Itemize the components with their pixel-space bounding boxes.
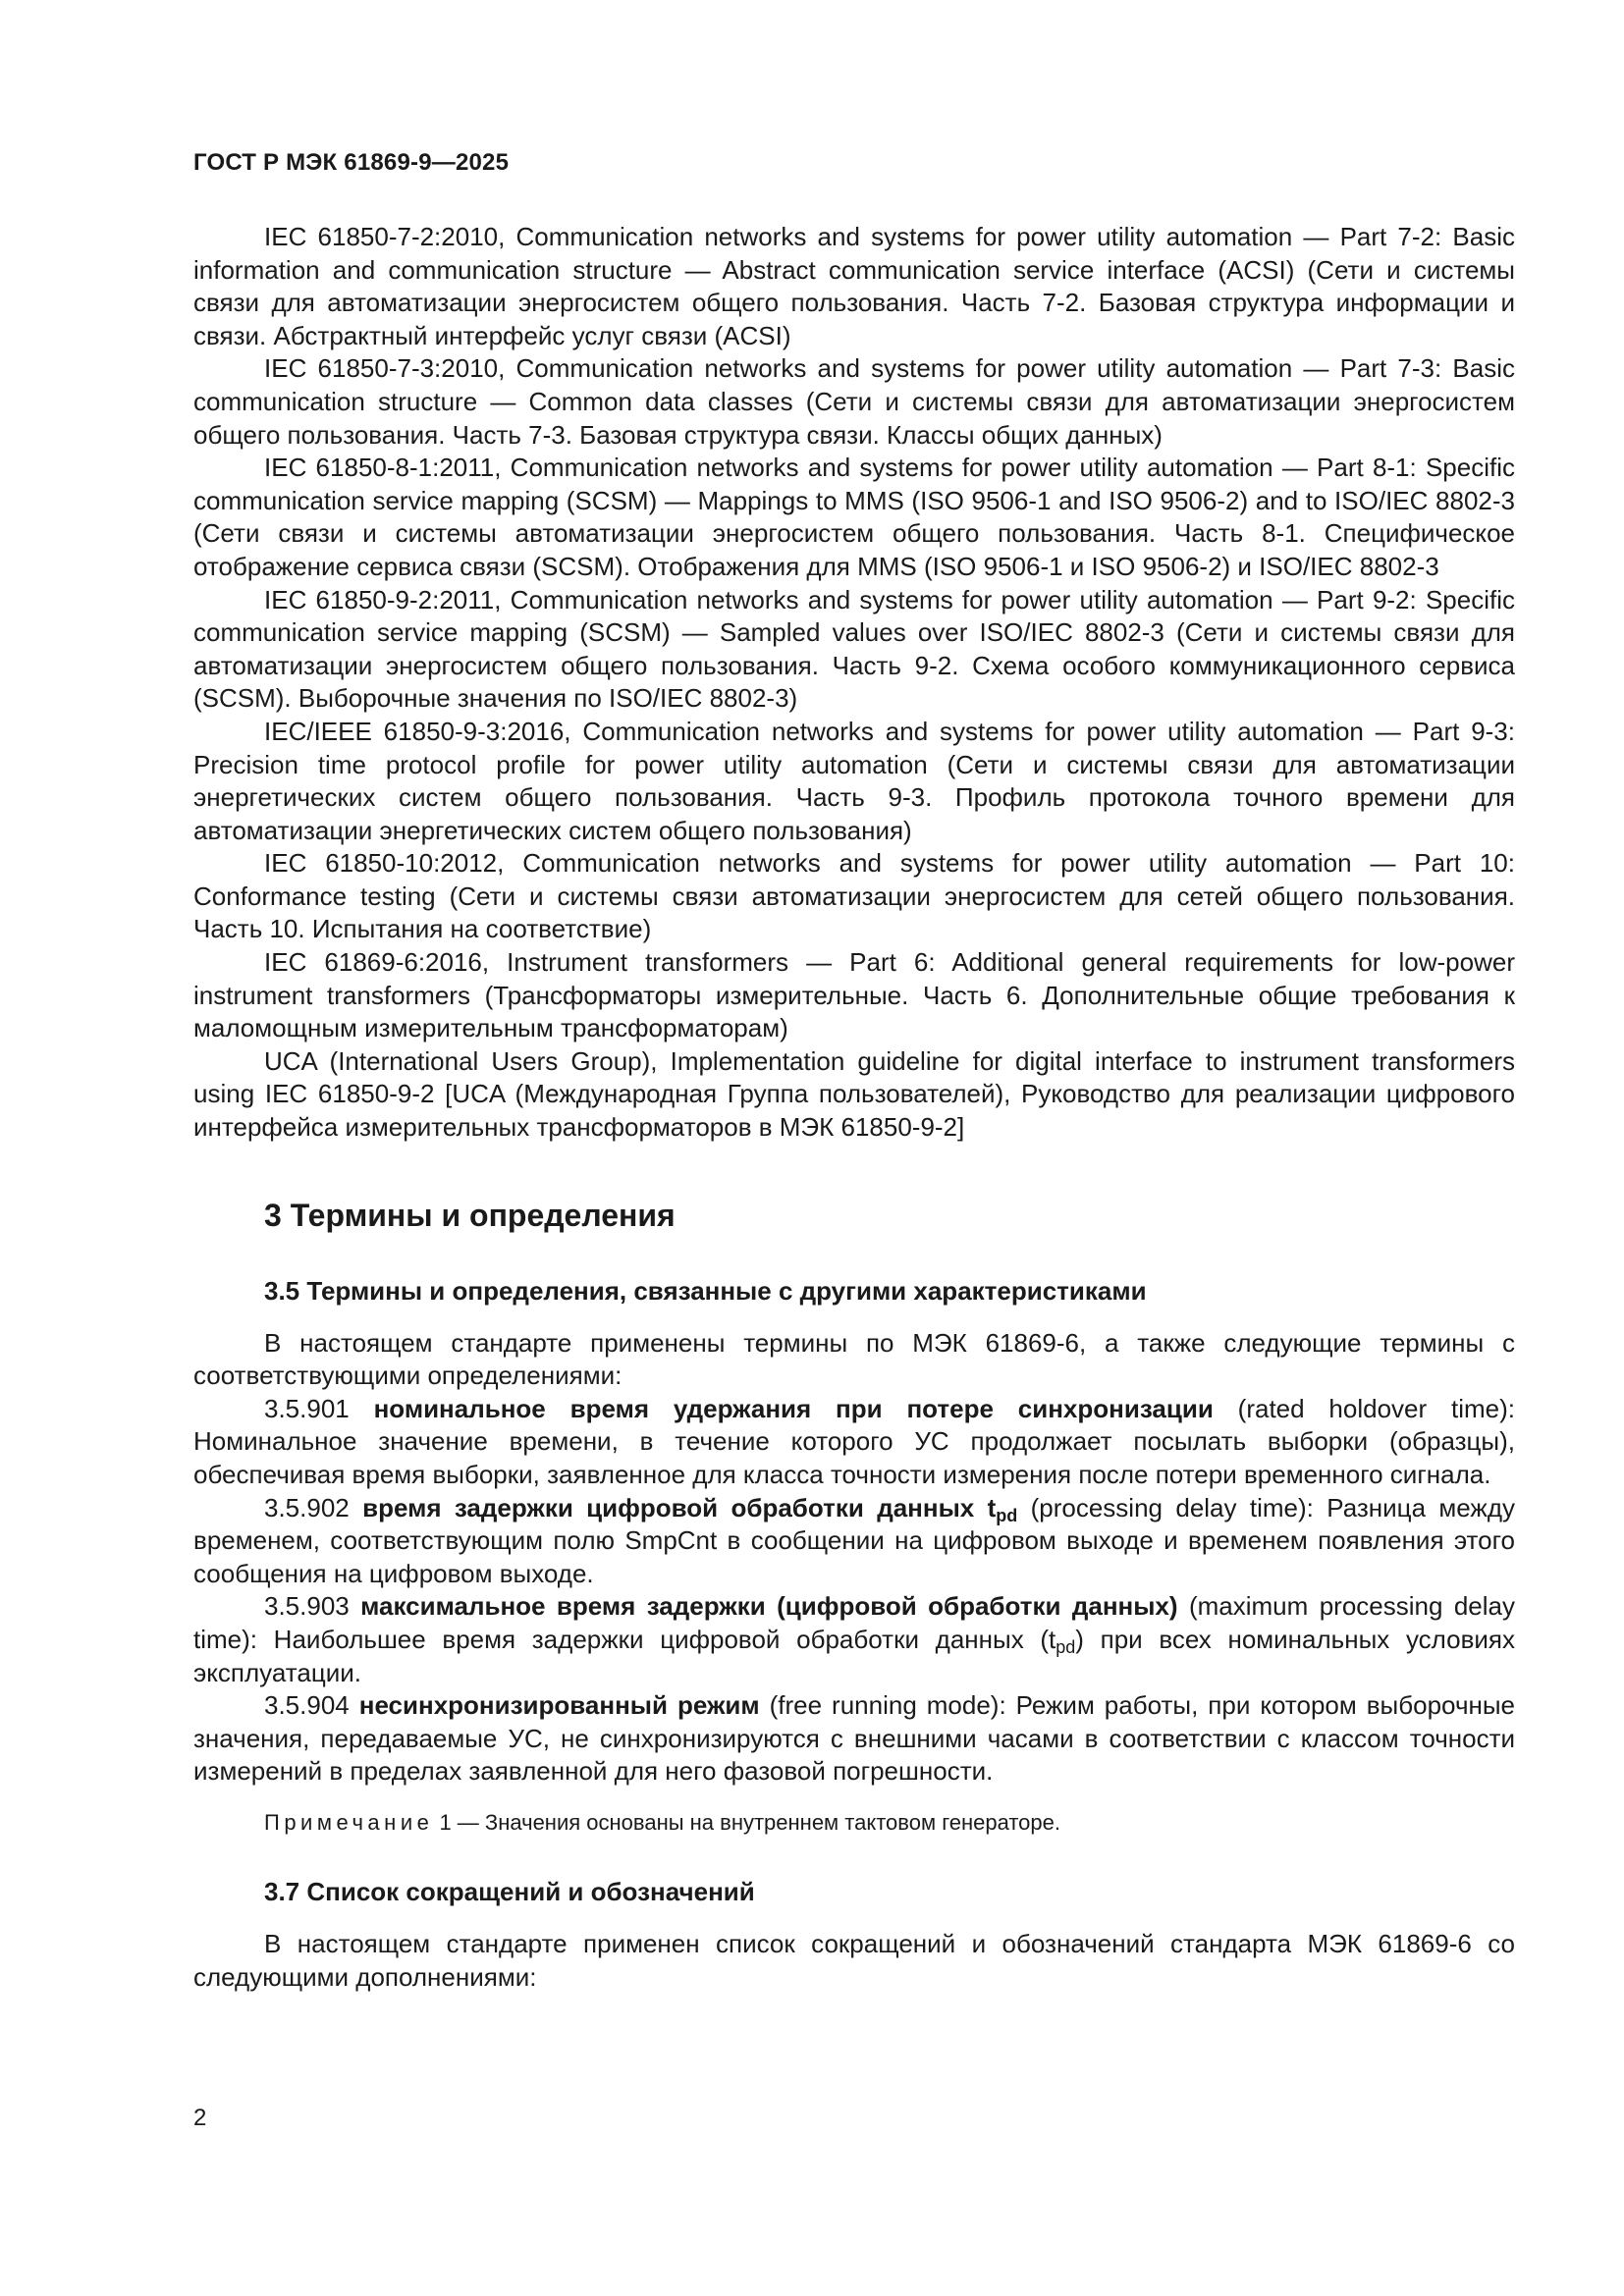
term-text: (processing delay time): Разница между временем, соответствующим полю SmpCnt в сообщении на цифровом выходе и временем появления этого сообщения на цифровом выходе.	[193, 1492, 1515, 1588]
reference-item: UCA (International Users Group), Implementation guideline for digital interface to instrument transformers using IEC 61850-9-2 [UCA (Международная Группа пользователей), Руководство для реализации цифрового интерфейса измерительных трансформаторов в МЭК 61850-9-2]	[193, 1045, 1515, 1143]
page-content	[193, 221, 1515, 1994]
term-subscript: pd	[996, 1505, 1018, 1525]
reference-item: IEC 61850-9-2:2011, Communication networks and systems for power utility automation — Part 9-2: Specific communication service mapping (SCSM) — Sampled values over ISO/IEC 8802-3 (Сети и системы связи для автоматизации энергосистем общего пользования. Часть 9-2. Схема особого коммуникационного сервиса (SCSM). Выборочные значения по ISO/IEC 8802-3)	[193, 584, 1515, 714]
reference-item: IEC 61850-10:2012, Communication networks and systems for power utility automation — Part 10: Conformance testing (Сети и системы связи автоматизации энергосистем для сетей общего пользования. Часть 10. Испытания на соответствие)	[193, 848, 1515, 944]
note-text: 1 — Значения основаны на внутреннем тактовом генераторе.	[433, 1809, 1060, 1835]
term-definition	[193, 1689, 1515, 1789]
section-heading: 3 Термины и определения	[264, 1197, 676, 1233]
term-definition	[193, 1393, 1515, 1492]
term-text: ) при всех номинальных условиях эксплуатации.	[193, 1624, 1515, 1687]
reference-item: IEC/IEEE 61850-9-3:2016, Communication networks and systems for power utility automation — Part 9-3: Precision time protocol profile for power utility automation (Сети и системы связи для автоматизации энергетических систем общего пользования. Часть 9-3. Профиль протокола точного времени для автоматизации энергетических систем общего пользования)	[193, 716, 1515, 845]
term-name: номинальное время удержания при потере синхронизации	[373, 1393, 1214, 1423]
page-number: 2	[193, 2105, 207, 2131]
term-subscript: pd	[1056, 1636, 1076, 1657]
document-header: ГОСТ Р МЭК 61869-9—2025	[193, 149, 510, 176]
references-list	[193, 221, 1515, 1145]
term-number: 3.5.903	[264, 1591, 361, 1622]
subsection-heading: 3.7 Список сокращений и обозначений	[264, 1876, 755, 1906]
term-number: 3.5.901	[264, 1393, 374, 1423]
term-name: время задержки цифровой обработки данных t	[362, 1492, 997, 1522]
term-name: несинхронизированный режим	[358, 1690, 760, 1721]
term-number: 3.5.904	[264, 1690, 359, 1721]
reference-item: IEC 61850-7-3:2010, Communication networks and systems for power utility automation — Part 7-3: Basic communication structure — Common data classes (Сети и системы связи для автоматизации энергосистем общего пользования. Часть 7-3. Базовая структура связи. Классы общих данных)	[193, 353, 1515, 450]
term-text: (maximum processing delay time): Наибольшее время задержки цифровой обработки данных (t	[193, 1591, 1516, 1654]
term-name: максимальное время задержки (цифровой обработки данных)	[360, 1591, 1178, 1622]
reference-item: IEC 61850-7-2:2010, Communication networks and systems for power utility automation — Part 7-2: Basic information and communication structure — Abstract communication service interface (ACSI) (Сети и системы связи для автоматизации энергосистем общего пользования. Часть 7-2. Базовая структура информации и связи. Абстрактный интерфейс услуг связи (ACSI)	[193, 222, 1515, 350]
note-label: Примечание	[264, 1809, 434, 1835]
term-definition	[193, 1492, 1515, 1591]
note	[193, 1808, 1515, 1838]
term-number: 3.5.902	[264, 1492, 363, 1522]
reference-item: IEC 61850-8-1:2011, Communication networks and systems for power utility automation — Part 8-1: Specific communication service mapping (SCSM) — Mappings to MMS (ISO 9506-1 and ISO 9506-2) and to ISO/IEC 8802-3 (Сети связи и системы автоматизации энергосистем общего пользования. Часть 8-1. Специфическое отображение сервиса связи (SCSM). Отображения для MMS (ISO 9506-1 и ISO 9506-2) и ISO/IEC 8802-3	[193, 453, 1515, 581]
term-text: (rated holdover time): Номинальное значение времени, в течение которого УС продолжает посылать выборки (образцы), обеспечивая время выборки, заявленное для класса точности измерения после потери временного сигнала.	[193, 1393, 1515, 1489]
subsection-heading: 3.5 Термины и определения, связанные с другими характеристиками	[264, 1275, 1147, 1306]
term-text: (free running mode): Режим работы, при котором выборочные значения, передаваемые УС, не синхронизируются с внешними часами в соответствии с классом точности измерений в пределах заявленной для него фазовой погрешности.	[193, 1690, 1515, 1787]
paragraph: В настоящем стандарте применен список сокращений и обозначений стандарта МЭК 61869-6 со следующими дополнениями:	[193, 1928, 1515, 1992]
reference-item: IEC 61869-6:2016, Instrument transformers — Part 6: Additional general requirements for low-power instrument transformers (Трансформаторы измерительные. Часть 6. Дополнительные общие требования к маломощным измерительным трансформаторам)	[193, 947, 1515, 1043]
paragraph: В настоящем стандарте применены термины по МЭК 61869-6, а также следующие термины с соответствующими определениями:	[193, 1327, 1515, 1391]
term-definition	[193, 1590, 1515, 1689]
